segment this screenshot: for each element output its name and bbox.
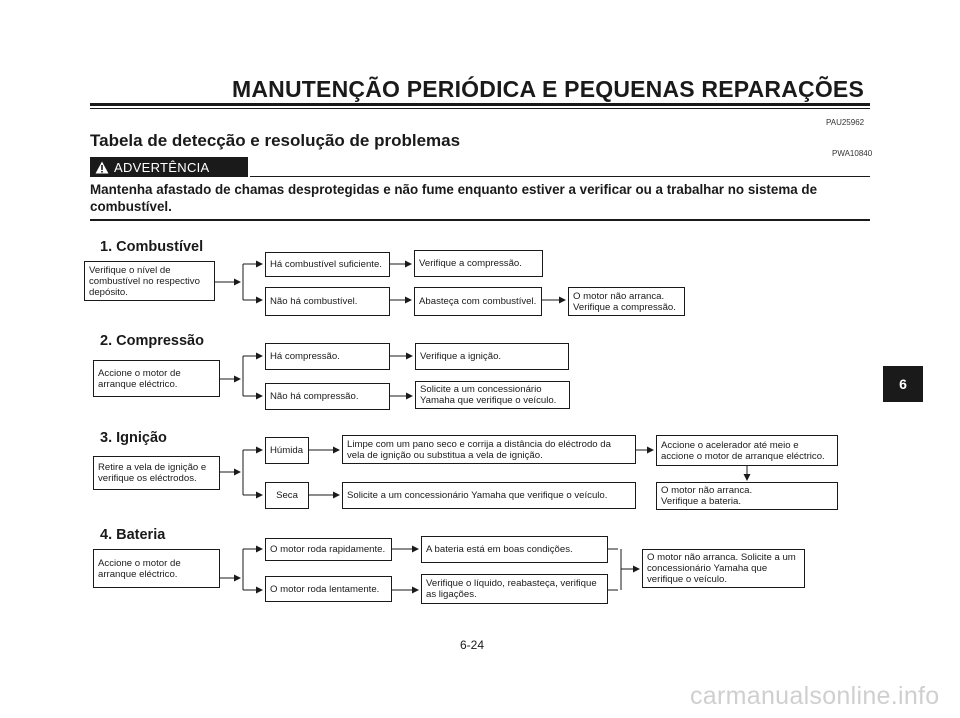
flow-box-text: Solicite a um concessionário xyxy=(420,384,542,395)
flow-box-text: Accione o motor de arranque eléctrico. xyxy=(98,367,181,390)
flow-box-check-ignition xyxy=(415,343,569,370)
diagram-title-battery: 4. Bateria xyxy=(100,527,166,543)
section-code: PWA10840 xyxy=(832,149,873,158)
flow-box-clean-plug xyxy=(342,435,636,464)
flow-box-throttle xyxy=(656,435,838,466)
flow-box-text: Verifique o nível de combustível no respectivo depósito. xyxy=(89,264,200,298)
flow-box-no-compression xyxy=(265,383,390,410)
page-header-title: MANUTENÇÃO PERIÓDICA E PEQUENAS REPARAÇÕES xyxy=(232,76,865,102)
flow-box-text: Limpe com um pano seco e corrija a distância do eléctrodo da xyxy=(347,438,611,450)
flow-box-remove-plug xyxy=(93,456,220,490)
flow-box-text: Abasteça com combustível. xyxy=(419,296,537,307)
flow-box-text: O motor não arranca. xyxy=(573,290,665,302)
flow-box-battery-dealer xyxy=(642,549,805,588)
flow-box-battery-good xyxy=(421,536,608,563)
section-title: Tabela de detecção e resolução de problemas xyxy=(90,131,461,150)
flow-box-text: as ligações. xyxy=(426,589,477,600)
flow-box-text: O motor não arranca. Solicite a um xyxy=(647,552,796,563)
diagram-title-ignition: 3. Ignição xyxy=(100,430,167,446)
warning-text: Mantenha afastado de chamas desprotegidas e não fume enquanto estiver a verificar ou a trabalhar no sistema de combustível. xyxy=(90,182,818,214)
flow-box-text: A bateria está em boas condições. xyxy=(426,544,573,555)
flow-box-text: verifique o veículo. xyxy=(647,574,727,585)
flow-box-check-battery xyxy=(656,482,838,510)
page-number: 6-24 xyxy=(460,638,485,652)
flow-box-start-motor-battery xyxy=(93,549,220,588)
flow-box-text: concessionário Yamaha que xyxy=(647,563,768,574)
header-code: PAU25962 xyxy=(826,118,865,127)
flow-box-wet xyxy=(265,437,309,464)
flow-box-dry xyxy=(265,482,309,509)
flow-box-text: Verifique a bateria. xyxy=(661,496,742,507)
flow-box-fuel-check xyxy=(84,261,215,301)
flow-box-text: Húmida xyxy=(270,445,304,456)
flow-box-text: accione o motor de arranque eléctrico. xyxy=(661,450,825,462)
flow-box-turns-slow xyxy=(265,576,392,602)
flow-box-text: Não há combustível. xyxy=(270,296,358,307)
diagram-title-compression: 2. Compressão xyxy=(100,333,204,349)
flow-box-text: Não há compressão. xyxy=(270,391,359,402)
flow-box-text: O motor não arranca. xyxy=(661,485,753,496)
flow-box-turns-fast xyxy=(265,538,392,561)
flow-box-text: O motor roda rapidamente. xyxy=(270,544,386,555)
chapter-tab: 6 xyxy=(883,366,923,402)
flow-box-text: Retire a vela de ignição e verifique os eléctrodos. xyxy=(98,462,207,484)
flow-box-ignition-dealer xyxy=(342,482,636,509)
flow-box-text: Accione o motor de arranque eléctrico. xyxy=(98,557,181,580)
watermark-text: carmanualsonline.info xyxy=(690,682,940,710)
flow-box-compression-ok xyxy=(265,343,390,370)
flow-box-check-compression xyxy=(414,250,543,277)
flow-box-text: Verifique a compressão. xyxy=(419,258,522,269)
flow-box-text: vela de ignição ou substitua a vela de ignição. xyxy=(347,449,543,461)
flow-box-fuel-result xyxy=(568,287,685,316)
flow-box-text: Há compressão. xyxy=(270,351,340,362)
flow-box-text: Yamaha que verifique o veículo. xyxy=(420,395,557,406)
warning-label: ADVERTÊNCIA xyxy=(114,159,210,175)
flow-box-text: Verifique o líquido, reabasteça, verifique xyxy=(426,578,597,589)
flow-box-start-motor xyxy=(93,360,220,397)
flow-box-no-fuel xyxy=(265,287,390,316)
flow-box-text: Seca xyxy=(276,490,298,501)
flow-box-fuel-sufficient xyxy=(265,252,390,277)
flow-box-text: Verifique a compressão. xyxy=(573,301,676,313)
flow-box-text: Há combustível suficiente. xyxy=(270,259,382,270)
flow-box-text: Accione o acelerador até meio e xyxy=(661,439,799,451)
diagram-title-fuel: 1. Combustível xyxy=(100,239,204,255)
flow-box-text: O motor roda lentamente. xyxy=(270,583,380,595)
flow-box-refuel xyxy=(414,287,542,316)
flow-box-text: Verifique a ignição. xyxy=(420,351,502,362)
flow-box-compression-dealer xyxy=(415,381,570,409)
flow-box-check-fluid xyxy=(421,574,608,604)
flow-box-text: Solicite a um concessionário Yamaha que verifique o veículo. xyxy=(347,490,608,501)
